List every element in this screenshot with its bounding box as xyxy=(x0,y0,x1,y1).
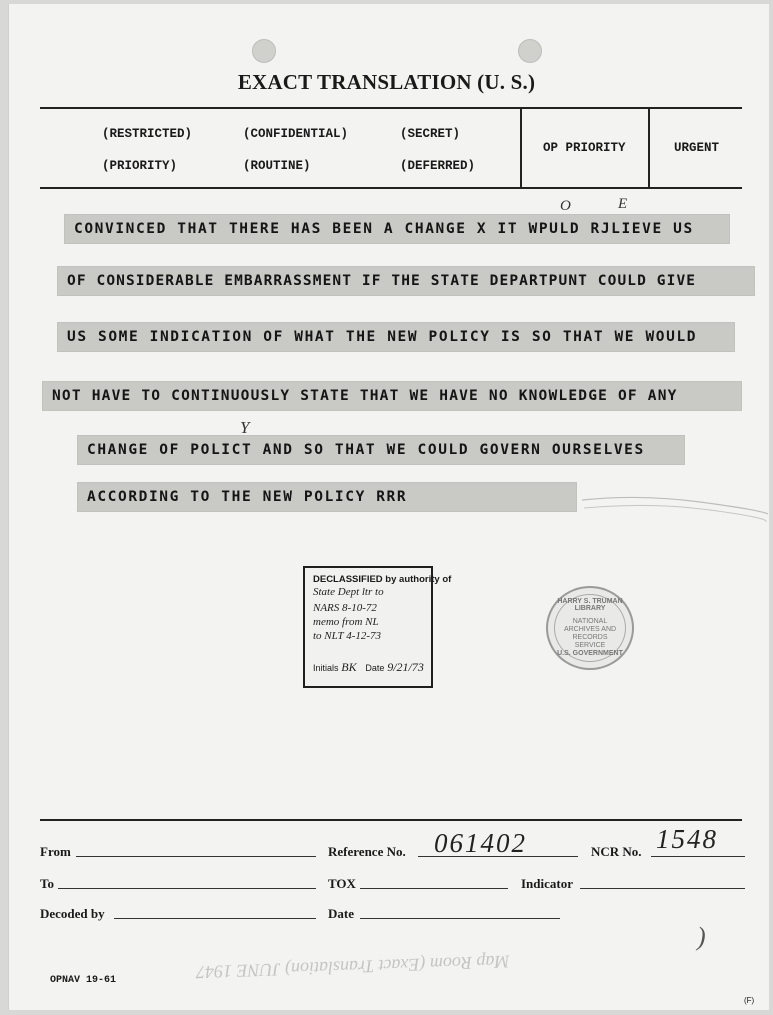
class-urgent: URGENT xyxy=(674,141,720,155)
faint-handwritten-note: Map Room (Exact Translation) JUNE 1947 xyxy=(195,951,510,983)
declassified-line-4: to NLT 4-12-73 xyxy=(313,630,382,642)
to-label: To xyxy=(40,876,54,891)
message-line-4: NOT HAVE TO CONTINUOUSLY STATE THAT WE HAVE NO KNOWLEDGE OF ANY xyxy=(42,381,742,411)
footer-rule xyxy=(40,819,742,821)
punch-hole-left xyxy=(252,39,276,63)
declassified-stamp xyxy=(303,566,452,688)
header-divider-1 xyxy=(520,107,522,188)
reference-label: Reference No. xyxy=(328,844,406,859)
declassified-date: 9/21/73 xyxy=(387,660,424,674)
indicator-field xyxy=(580,888,745,889)
indicator-label: Indicator xyxy=(521,876,573,891)
to-field xyxy=(58,888,316,889)
decoded-by-field xyxy=(114,918,316,919)
truman-library-seal xyxy=(546,586,634,670)
class-deferred: (DEFERRED) xyxy=(400,159,476,173)
tox-field xyxy=(360,888,508,889)
class-routine: (ROUTINE) xyxy=(243,159,311,173)
message-line-5: CHANGE OF POLICT AND SO THAT WE COULD GOVERN OURSELVES xyxy=(77,435,685,465)
declassified-line-1: State Dept ltr to xyxy=(313,586,384,598)
correction-y: Y xyxy=(240,418,250,437)
bracket-mark: ) xyxy=(697,922,706,951)
seal-middle-text: NATIONAL ARCHIVES AND RECORDS SERVICE xyxy=(563,618,617,649)
punch-hole-right xyxy=(518,39,542,63)
ncr-field xyxy=(651,856,745,857)
declassified-line-3: memo from NL xyxy=(313,616,379,628)
message-line-2: OF CONSIDERABLE EMBARRASSMENT IF THE STATE DEPARTPUNT COULD GIVE xyxy=(57,266,755,296)
seal-bottom-text: U.S. GOVERNMENT xyxy=(557,650,623,657)
page-mark: (F) xyxy=(744,996,755,1005)
class-op-priority: OP PRIORITY xyxy=(543,141,626,155)
message-line-6: ACCORDING TO THE NEW POLICY RRR xyxy=(77,482,577,512)
class-secret: (SECRET) xyxy=(400,127,461,141)
smudge-marks xyxy=(580,492,770,532)
class-restricted: (RESTRICTED) xyxy=(102,127,193,141)
form-number: OPNAV 19-61 xyxy=(50,975,117,986)
declassified-line-2: NARS 8-10-72 xyxy=(313,602,377,614)
declassified-heading: DECLASSIFIED by authority of xyxy=(313,574,452,585)
declassified-initials-row xyxy=(313,660,424,675)
seal-top-text: HARRY S. TRUMAN LIBRARY xyxy=(557,598,623,612)
from-field xyxy=(76,856,316,857)
document-title: EXACT TRANSLATION (U. S.) xyxy=(237,70,536,94)
header-rule-top xyxy=(40,107,742,109)
tox-label: TOX xyxy=(328,876,356,891)
header-divider-2 xyxy=(648,107,650,188)
decoded-by-label: Decoded by xyxy=(40,906,105,921)
reference-value: 061402 xyxy=(434,828,527,858)
class-confidential: (CONFIDENTIAL) xyxy=(243,127,349,141)
date-label: Date xyxy=(365,663,385,673)
initials-label: Initials xyxy=(313,663,339,673)
ncr-value: 1548 xyxy=(656,824,718,854)
from-label: From xyxy=(40,844,71,859)
header-rule-bottom xyxy=(40,187,742,189)
initials-value: BK xyxy=(341,660,357,674)
class-priority: (PRIORITY) xyxy=(102,159,178,173)
correction-e: E xyxy=(618,196,628,212)
footer-date-label: Date xyxy=(328,906,354,921)
message-line-3: US SOME INDICATION OF WHAT THE NEW POLICY IS SO THAT WE WOULD xyxy=(57,322,735,352)
correction-o: O xyxy=(560,198,571,214)
message-line-1: CONVINCED THAT THERE HAS BEEN A CHANGE X IT WPULD RJLIEVE US xyxy=(64,214,730,244)
footer-date-field xyxy=(360,918,560,919)
ncr-label: NCR No. xyxy=(591,844,642,859)
